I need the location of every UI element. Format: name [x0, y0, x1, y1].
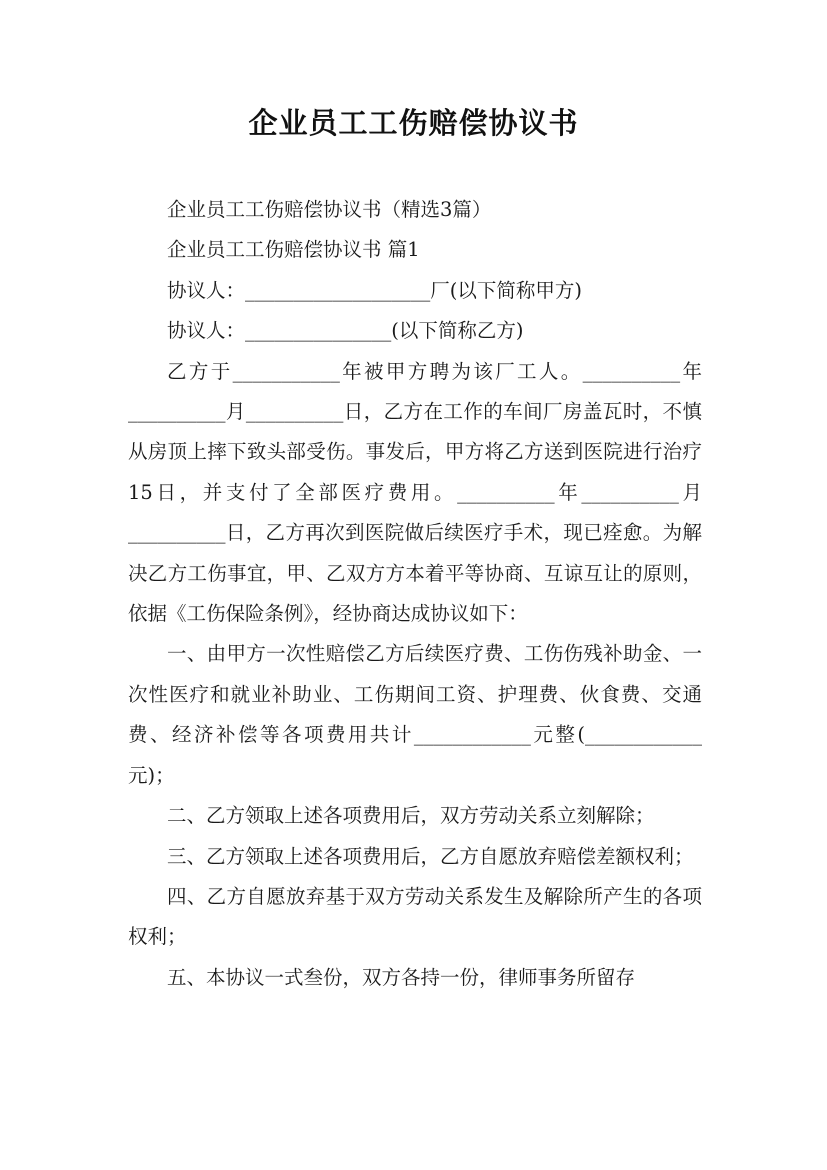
document-body — [128, 190, 702, 998]
paragraph-background: 乙方于___________年被甲方聘为该厂工人。__________年__________月__________日，乙方在工作的车间厂房盖瓦时，不慎从房顶上摔下致头部受伤。事发后，甲方将乙方送到医院进行治疗15日，并支付了全部医疗费用。__________年__________月__________日，乙方再次到医院做后续医疗手术，现已痊愈。为解决乙方工伤事宜，甲、乙双方方本着平等协商、互谅互让的原则，依据《工伤保险条例》，经协商达成协议如下： — [128, 359, 702, 626]
paragraph-party-a: 协议人：___________________厂(以下简称甲方) — [167, 278, 582, 302]
paragraph-clause-4: 四、乙方自愿放弃基于双方劳动关系发生及解除所产生的各项权利； — [128, 884, 702, 949]
paragraph-subtitle: 企业员工工伤赔偿协议书（精选3篇） — [167, 198, 492, 221]
paragraph-clause-1: 一、由甲方一次性赔偿乙方后续医疗费、工伤伤残补助金、一次性医疗和就业补助业、工伤期间工资、护理费、伙食费、交通费、经济补偿等各项费用共计____________元整(____________元)； — [128, 642, 702, 787]
paragraph-clause-3: 三、乙方领取上述各项费用后，乙方自愿放弃赔偿差额权利； — [167, 844, 694, 868]
paragraph-clause-5: 五、本协议一式叁份，双方各持一份，律师事务所留存 — [167, 965, 636, 989]
document-title: 企业员工工伤赔偿协议书 — [248, 106, 579, 140]
paragraph-party-b: 协议人：_______________(以下简称乙方) — [167, 319, 524, 343]
paragraph-section-heading: 企业员工工伤赔偿协议书 篇1 — [167, 238, 420, 262]
paragraph-clause-2: 二、乙方领取上述各项费用后，双方劳动关系立刻解除； — [167, 804, 655, 828]
